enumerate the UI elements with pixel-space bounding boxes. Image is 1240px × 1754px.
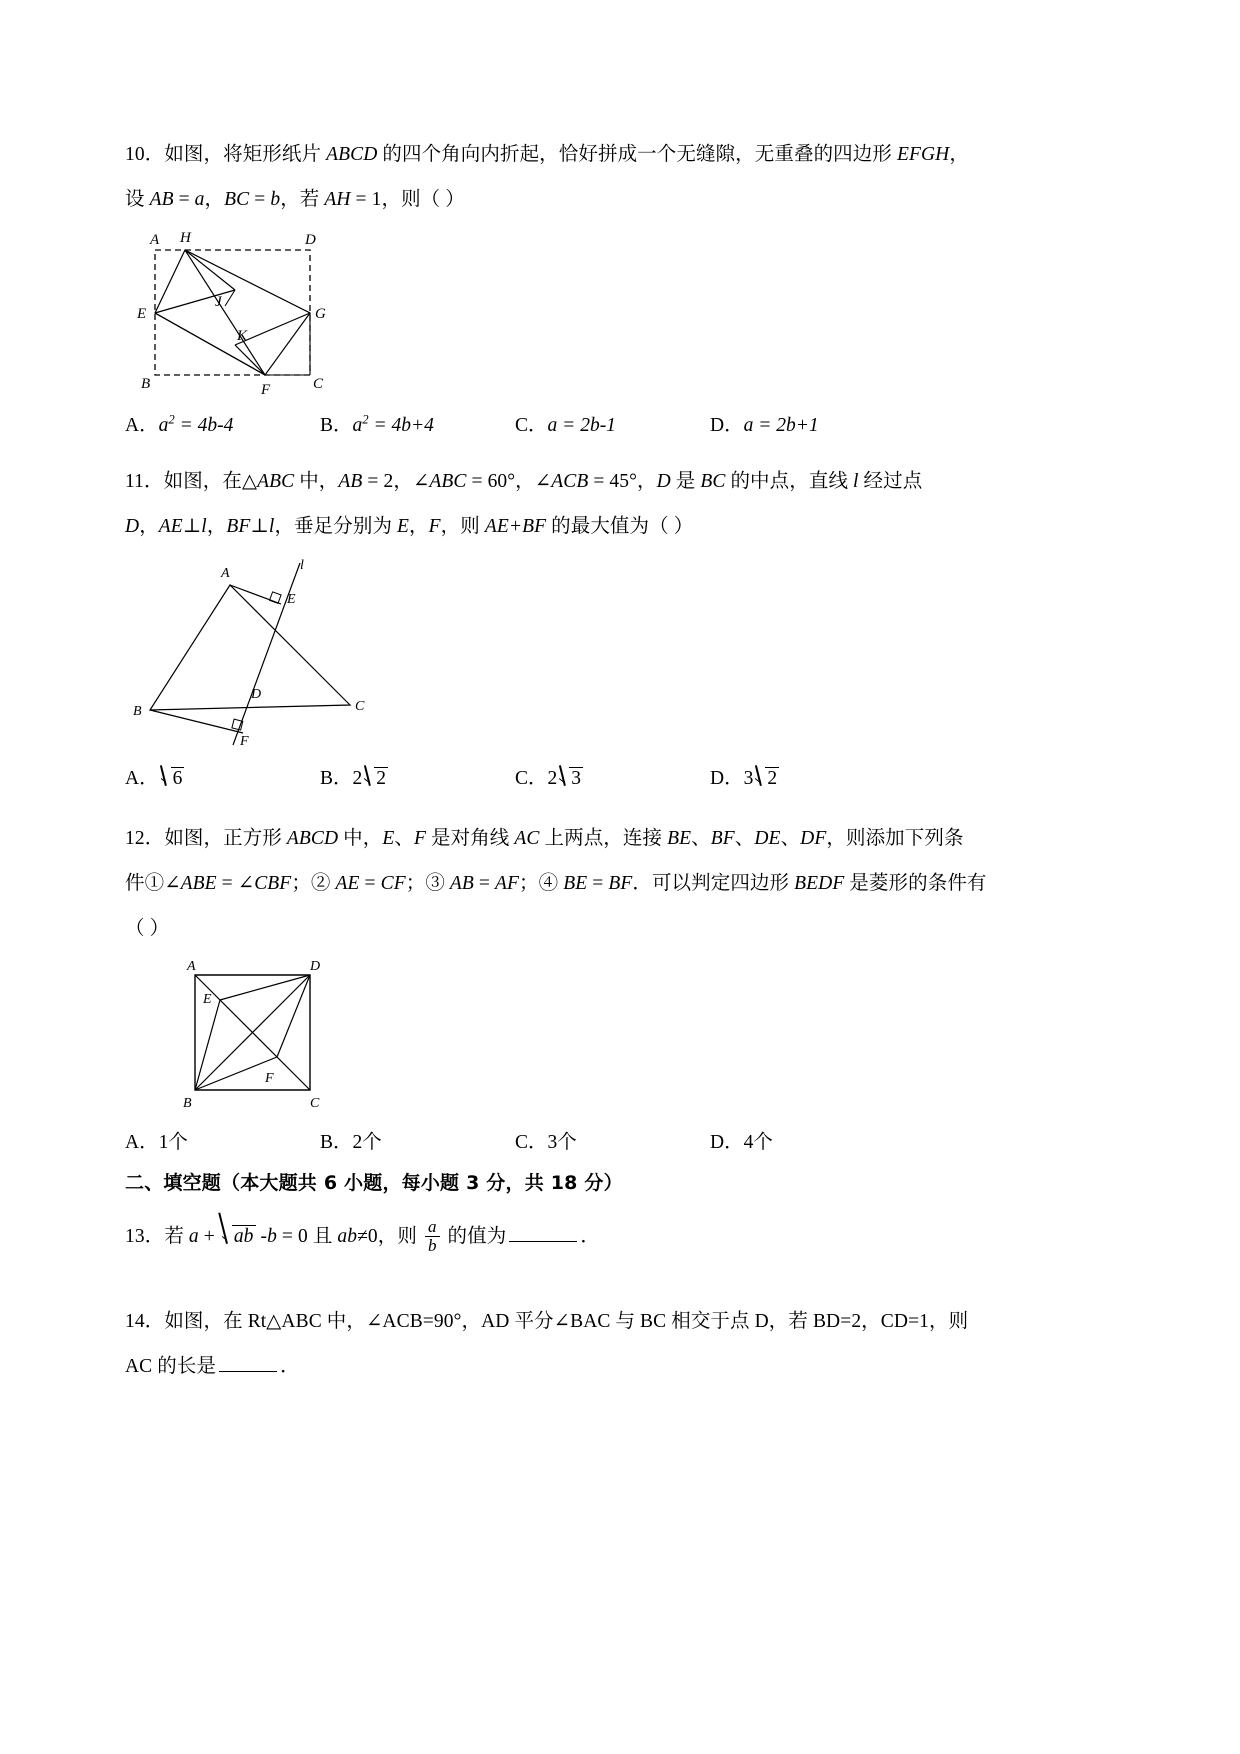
- question-10-options: [125, 409, 1120, 437]
- q12-l1-i7: DE: [754, 828, 781, 850]
- q12-l2-b: = ∠: [216, 873, 255, 895]
- q11-l2-i: 的最大值为（ ）: [546, 516, 694, 537]
- q12-option-B-text: 2个: [352, 1132, 382, 1154]
- q11-option-C-coef: 2: [547, 768, 558, 789]
- q10-line2-a: 设: [125, 189, 150, 210]
- q12-option-D-text: 4个: [743, 1132, 773, 1154]
- q12-l1-i4: AC: [514, 828, 540, 850]
- q11-option-B-rad: 2: [376, 768, 387, 789]
- q13-frac-den: b: [425, 1236, 440, 1255]
- question-13-text: 13．若 a + ab -b = 0 且 ab≠0，则 $\frac{a}{b}$ 的值为 ．: [125, 1213, 1120, 1259]
- q10-line2-italic4: b: [270, 189, 281, 210]
- q14-line1: 如图，在 Rt△ABC 中，∠ACB=90°，AD 平分∠BAC 与 BC 相交于点 D，若 BD=2，CD=1，则: [164, 1311, 969, 1333]
- q10-line1-c: ，: [949, 144, 969, 165]
- q10-number: 10: [125, 144, 145, 165]
- rectangle-abcd-folded-efgh-svg: [125, 228, 365, 403]
- q11-l2-g: ，: [409, 516, 429, 537]
- q10-option-A[interactable]: A．$a^2 = 4b-4$: [125, 412, 234, 436]
- q11-l1-i5: D: [656, 471, 671, 492]
- q10-label-B: B: [141, 376, 151, 392]
- q12-option-D-key: D: [710, 1132, 725, 1154]
- q12-l3: （ ）: [125, 918, 170, 940]
- q10-line2-f: = 1，则（ ）: [350, 189, 465, 210]
- q12-l1-b: 中，: [338, 828, 383, 850]
- q13-e: ≠0，则: [357, 1226, 422, 1248]
- q10-line2-italic5: AH: [324, 189, 351, 210]
- q13-g: ．: [580, 1226, 600, 1248]
- q13-radicand: ab: [233, 1226, 254, 1248]
- q11-label-E: E: [287, 592, 296, 607]
- q10-option-A-post: = 4b-4: [174, 415, 234, 436]
- q11-l1-i4: ACB: [551, 471, 589, 492]
- q13-i2: b: [267, 1226, 277, 1248]
- q12-l2-j: 是菱形的条件有: [844, 873, 987, 895]
- q12-label-E: E: [203, 992, 212, 1008]
- q13-a: 若: [164, 1226, 189, 1248]
- q11-option-D-key: D: [710, 768, 725, 789]
- q10-option-A-pow: 2: [168, 412, 175, 427]
- question-12-options: [125, 1126, 1120, 1154]
- q12-label-F: F: [265, 1071, 274, 1087]
- section-2-heading: 二、填空题（本大题共 6 小题，每小题 3 分，共 18 分）: [125, 1172, 623, 1195]
- question-10-figure: [125, 228, 1120, 403]
- q11-l1-b: 中，: [294, 471, 339, 492]
- q11-l1-e: = 45°，: [588, 471, 657, 492]
- q12-l2-i9: BEDF: [794, 873, 845, 895]
- q12-option-C-key: C: [515, 1132, 529, 1154]
- q14-answer-blank[interactable]: [219, 1357, 277, 1372]
- q10-line2-e: ，若: [280, 189, 325, 210]
- q10-option-C-pre: a: [547, 415, 558, 436]
- q12-l2-e: ；③: [405, 873, 450, 895]
- q11-l1-f: 是: [670, 471, 701, 492]
- page-content: [125, 132, 1120, 1389]
- q11-label-l: l: [300, 558, 304, 573]
- q10-line2-b: =: [173, 189, 195, 210]
- q12-l2-f: =: [473, 873, 496, 895]
- q11-l2-i5: l: [268, 516, 275, 537]
- q10-option-B-key: B: [320, 415, 334, 436]
- triangle-abc-with-line-l-svg: [125, 555, 405, 750]
- q12-l2-i5: AB: [449, 873, 474, 895]
- q12-label-D: D: [310, 959, 321, 975]
- q10-line2-c: ，: [204, 189, 225, 210]
- q10-option-D-key: D: [710, 415, 725, 436]
- q12-option-C[interactable]: C．3个: [515, 1132, 577, 1154]
- q11-label-D: D: [251, 687, 262, 702]
- question-14-text: 14．如图，在 Rt△ABC 中，∠ACB=90°，AD 平分∠BAC 与 BC 相交于点 D，若 BD=2，CD=1，则 AC 的长是 ．: [125, 1311, 969, 1378]
- q10-line1-italic2: EFGH: [896, 144, 950, 165]
- q10-option-C[interactable]: C．a = 2b-1: [515, 415, 616, 436]
- q10-label-C: C: [313, 376, 324, 392]
- question-11-text: 11．如图，在△ABC 中，AB = 2，∠ABC = 60°，∠ACB = 45°，D 是 BC 的中点，直线 l 经过点 D，AE⊥l，BF⊥l，垂足分别为 E，F，则 AE+BF 的最大值为（ ）: [125, 471, 923, 537]
- q12-l2-i3: AE: [335, 873, 360, 895]
- question-12-text: 12．如图，正方形 ABCD 中，E、F 是对角线 AC 上两点，连接 BE、BF、DE、DF，则添加下列条 件①∠ABE = ∠CBF；② AE = CF；③ AB = AF；④ BE = BF．可以判定四边形 BEDF 是菱形的条件有 （ ）: [125, 828, 987, 940]
- q12-option-B[interactable]: B．2个: [320, 1132, 382, 1154]
- q12-l1-a: 如图，正方形: [164, 828, 287, 850]
- question-11-options: [125, 762, 1120, 790]
- q10-line1-b: 的四个角向内折起，恰好拼成一个无缝隙，无重叠的四边形: [377, 144, 897, 165]
- q12-option-B-key: B: [320, 1132, 334, 1154]
- q12-l1-i: ，则添加下列条: [826, 828, 964, 850]
- q12-l1-d: 是对角线: [426, 828, 515, 850]
- q12-l2-d: =: [359, 873, 381, 895]
- q10-label-A: A: [150, 232, 160, 248]
- q13-number: 13: [125, 1226, 145, 1248]
- q12-l2-h: =: [587, 873, 609, 895]
- q11-l2-h: ，则: [440, 516, 485, 537]
- q13-fraction: [425, 1218, 440, 1255]
- q12-option-A-text: 1个: [158, 1132, 188, 1154]
- q12-l2-g: ；④: [519, 873, 564, 895]
- q12-l1-h: 、: [780, 828, 801, 850]
- q11-l1-i3: ABC: [429, 471, 467, 492]
- q12-l2-i8: BF: [608, 873, 633, 895]
- q12-l1-i5: BE: [667, 828, 692, 850]
- q11-label-C: C: [355, 699, 365, 714]
- q12-l1-i6: BF: [710, 828, 735, 850]
- question-10-text: 10．如图，将矩形纸片 ABCD 的四个角向内折起，恰好拼成一个无缝隙，无重叠的四边形 EFGH， 设 AB = a，BC = b，若 AH = 1，则（ ）: [125, 144, 969, 210]
- q12-label-B: B: [183, 1096, 192, 1112]
- q11-l1-d: = 60°，∠: [466, 471, 552, 492]
- q10-label-K: K: [237, 328, 248, 344]
- q12-l2-a: 件①∠: [125, 873, 181, 895]
- q11-option-C[interactable]: C．2 3: [515, 768, 582, 789]
- q12-l1-i2: E: [382, 828, 395, 850]
- q10-option-C-key: C: [515, 415, 529, 436]
- q11-option-A[interactable]: A． 6: [125, 768, 183, 789]
- q12-option-C-text: 3个: [547, 1132, 577, 1154]
- q10-line1-italic1: ABCD: [326, 144, 378, 165]
- q10-label-G: G: [315, 306, 326, 322]
- q11-option-B-key: B: [320, 768, 334, 789]
- q12-l1-i8: DF: [800, 828, 827, 850]
- q11-l2-b: ，: [139, 516, 159, 537]
- q12-l2-i6: AF: [495, 873, 520, 895]
- q11-number: 11: [125, 471, 144, 492]
- q13-i1: a: [188, 1226, 199, 1248]
- q10-line2-italic1: AB: [149, 189, 174, 210]
- q12-l1-e: 上两点，连接: [539, 828, 668, 850]
- q11-label-A: A: [221, 566, 230, 581]
- q11-option-B[interactable]: B．2 2: [320, 768, 387, 789]
- q10-label-F: F: [261, 382, 271, 398]
- q12-l2-i: ．可以判定四边形: [632, 873, 795, 895]
- q11-l1-i2: AB: [338, 471, 363, 492]
- q10-label-D: D: [305, 232, 316, 248]
- q11-l2-d: ，: [206, 516, 227, 537]
- q11-option-A-rad: 6: [172, 768, 183, 789]
- q12-l2-i1: ABE: [180, 873, 217, 895]
- q11-option-D[interactable]: D．3 2: [710, 768, 778, 789]
- q10-option-B-pow: 2: [362, 412, 369, 427]
- q12-option-D[interactable]: D．4个: [710, 1132, 773, 1154]
- q13-d: = 0 且: [276, 1226, 338, 1248]
- q11-l2-i3: l: [201, 516, 207, 537]
- q12-l1-c: 、: [394, 828, 415, 850]
- q12-l1-i1: ABCD: [286, 828, 339, 850]
- q10-option-B-pre: a: [352, 415, 363, 436]
- q10-line2-d: =: [249, 189, 271, 210]
- q14-line2: AC 的长是: [125, 1356, 217, 1378]
- q10-line1-a: 如图，将矩形纸片: [164, 144, 327, 165]
- q11-l2-e: ⊥: [250, 516, 269, 537]
- q11-l1-i1: ABC: [257, 471, 295, 492]
- q11-l2-i1: D: [125, 516, 140, 537]
- q13-frac-num: a: [427, 1217, 437, 1237]
- q11-l2-c: ⊥: [182, 516, 202, 537]
- q10-option-B-post: = 4b+4: [368, 415, 434, 436]
- square-abcd-diagonal-ef-svg: [165, 957, 345, 1112]
- q10-line2-italic3: BC: [224, 189, 250, 210]
- q12-l1-g: 、: [734, 828, 755, 850]
- q10-label-H: H: [180, 230, 191, 246]
- q11-l1-g: 的中点，直线: [725, 471, 854, 492]
- q12-number: 12: [125, 828, 145, 850]
- q10-option-A-key: A: [125, 415, 140, 436]
- q11-l1-c: = 2，∠: [362, 471, 430, 492]
- q11-l2-i4: BF: [226, 516, 251, 537]
- q11-l1-h: 经过点: [858, 471, 923, 492]
- q11-l2-i6: E: [397, 516, 410, 537]
- q11-l2-i7: F: [428, 516, 441, 537]
- question-11-figure: [125, 555, 1120, 750]
- q12-l1-f: 、: [691, 828, 711, 850]
- q12-l2-c: ；②: [291, 873, 336, 895]
- q14-number: 14: [125, 1311, 145, 1333]
- q10-option-D[interactable]: D．a = 2b+1: [710, 415, 819, 436]
- q12-option-A-key: A: [125, 1132, 140, 1154]
- q11-l1-i6: BC: [700, 471, 726, 492]
- q11-label-F: F: [240, 734, 249, 749]
- q11-option-C-rad: 3: [571, 768, 582, 789]
- q10-label-E: E: [137, 306, 147, 322]
- q10-option-C-post: = 2b-1: [557, 415, 616, 436]
- q14-line2-end: ．: [280, 1356, 300, 1378]
- q10-label-J: J: [215, 294, 222, 310]
- q11-label-B: B: [133, 704, 142, 719]
- q11-option-B-coef: 2: [352, 768, 363, 789]
- q11-l2-i8: AE+BF: [484, 516, 547, 537]
- q13-c: -: [255, 1226, 268, 1248]
- q13-b: +: [198, 1226, 220, 1248]
- q11-l1-i7: l: [853, 471, 859, 492]
- q12-l2-i7: BE: [563, 873, 588, 895]
- q12-option-A[interactable]: A．1个: [125, 1132, 188, 1154]
- q12-l2-i4: CF: [380, 873, 406, 895]
- q10-option-D-post: = 2b+1: [753, 415, 819, 436]
- q11-option-A-key: A: [125, 768, 140, 789]
- q11-l2-i2: AE: [158, 516, 183, 537]
- q12-l2-i2: CBF: [254, 873, 292, 895]
- q11-option-D-coef: 3: [743, 768, 754, 789]
- q12-label-C: C: [310, 1096, 320, 1112]
- q10-option-D-pre: a: [743, 415, 754, 436]
- q11-option-C-key: C: [515, 768, 529, 789]
- q11-l2-f: ，垂足分别为: [274, 516, 398, 537]
- q11-option-D-rad: 2: [767, 768, 778, 789]
- q10-line2-italic2: a: [194, 189, 205, 210]
- question-12-figure: [165, 957, 1120, 1112]
- q12-l1-i3: F: [414, 828, 427, 850]
- q10-option-A-pre: a: [158, 415, 169, 436]
- q13-i3: ab: [337, 1226, 358, 1248]
- q13-f: 的值为: [442, 1226, 507, 1248]
- q13-answer-blank[interactable]: [509, 1227, 577, 1242]
- q12-label-A: A: [187, 959, 196, 975]
- q10-option-B[interactable]: B．$a^2 = 4b+4$: [320, 412, 434, 436]
- q11-l1-a: 如图，在△: [163, 471, 258, 492]
